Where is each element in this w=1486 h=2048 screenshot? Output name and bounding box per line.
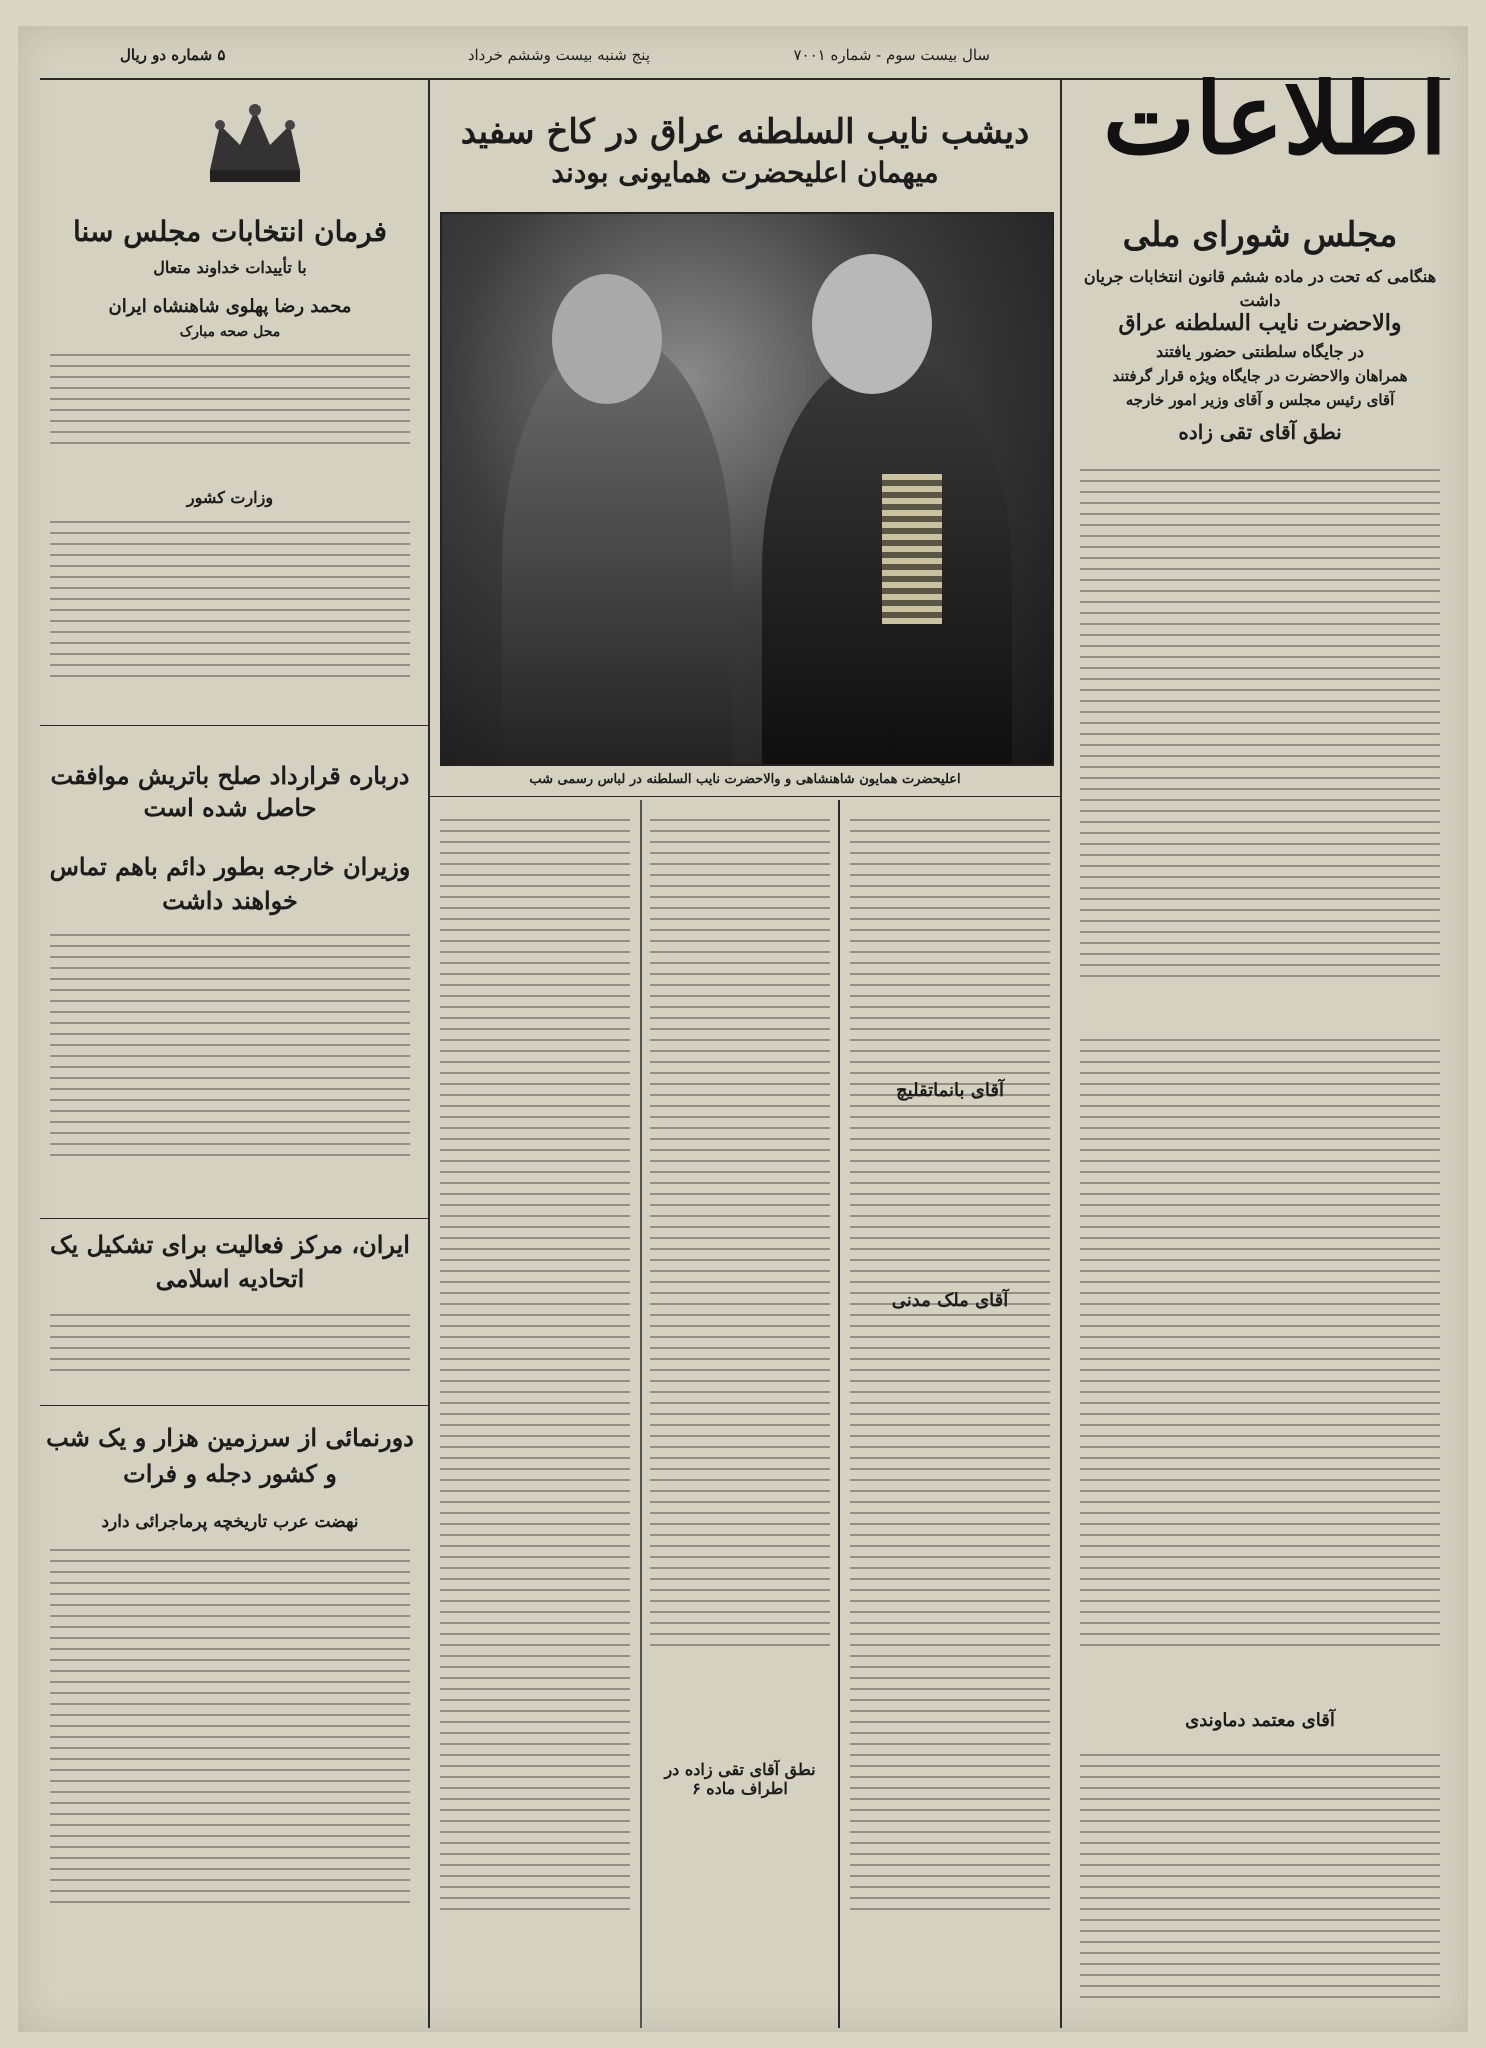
issue-number: سال بیست سوم - شماره ۷۰۰۱ (793, 46, 990, 64)
top-bar (40, 40, 1110, 80)
left-sub-2: محل صحه مبارک (179, 324, 281, 340)
news-photo (440, 212, 1054, 766)
right-section-2: آقای ملک مدنی (891, 1290, 1009, 1311)
center-headline-2: میهمان اعلیحضرت همایونی بودند (551, 156, 939, 189)
right-sub-1: هنگامی که تحت در ماده ششم قانون انتخابات جریان داشت (1083, 267, 1437, 310)
right-sub-2: والاحضرت نایب السلطنه عراق (1118, 310, 1402, 336)
left-body-3 (50, 925, 410, 1215)
crown-emblem-icon (200, 100, 310, 190)
left-sub-5: نهضت عرب تاریخچه پرماجرائی دارد (101, 1512, 359, 1532)
left-body-1 (50, 345, 410, 465)
left-body-2 (50, 512, 410, 727)
left-body-4 (50, 1305, 410, 1400)
right-sub-5: آقای رئیس مجلس و آقای وزیر امور خارجه (1125, 391, 1395, 409)
left-ministry: وزارت کشور (186, 488, 274, 507)
right-body-text-2 (1080, 1030, 1440, 1700)
right-body-text-3 (1080, 1745, 1440, 2025)
photo-caption: اعلیحضرت همایون شاهنشاهی و والاحضرت نایب السلطنه در لباس رسمی شب (529, 772, 961, 787)
right-section-1: آقای بانماتقلیچ (896, 1080, 1004, 1101)
left-sub-1: با تأییدات خداوند متعال (153, 258, 307, 277)
left-headline-4: ایران، مرکز فعالیت برای تشکیل یک اتحادیه اسلامی (50, 1230, 410, 1293)
left-headline-5: دورنمائی از سرزمین هزار و یک شب و کشور دجله و فرات (46, 1423, 414, 1488)
right-sub-4: همراهان والاحضرت در جایگاه ویژه قرار گرفتند (1112, 367, 1408, 385)
mid-center-body (650, 810, 830, 1750)
right-section-4: نطق آقای تقی زاده در اطراف ماده ۶ (664, 1760, 816, 1798)
right-sub-6: نطق آقای تقی زاده (1178, 420, 1342, 444)
masthead: اطلاعات (1102, 62, 1448, 177)
right-section-3: آقای معتمد دماوندی (1185, 1710, 1335, 1731)
mid-left-body (440, 810, 630, 2020)
issue-price: ۵ شماره دو ریال (120, 46, 226, 64)
left-body-5 (50, 1540, 410, 2010)
issue-date: پنج شنبه بیست وششم خرداد (467, 46, 650, 64)
center-headline-1: دیشب نایب السلطنه عراق در کاخ سفید (460, 112, 1030, 152)
mid-right-body (850, 810, 1050, 2020)
right-headline: مجلس شورای ملی (1122, 215, 1398, 255)
left-headline-3: وزیران خارجه بطور دائم باهم تماس خواهند داشت (49, 852, 411, 915)
left-headline: فرمان انتخابات مجلس سنا (73, 215, 387, 248)
right-body-text-1 (1080, 460, 1440, 1020)
left-signature: محمد رضا پهلوی شاهنشاه ایران (108, 296, 352, 317)
left-headline-2: درباره قرارداد صلح باتریش موافقت حاصل شده است (50, 761, 410, 822)
right-sub-3: در جایگاه سلطنتی حضور یافتند (1155, 342, 1365, 361)
